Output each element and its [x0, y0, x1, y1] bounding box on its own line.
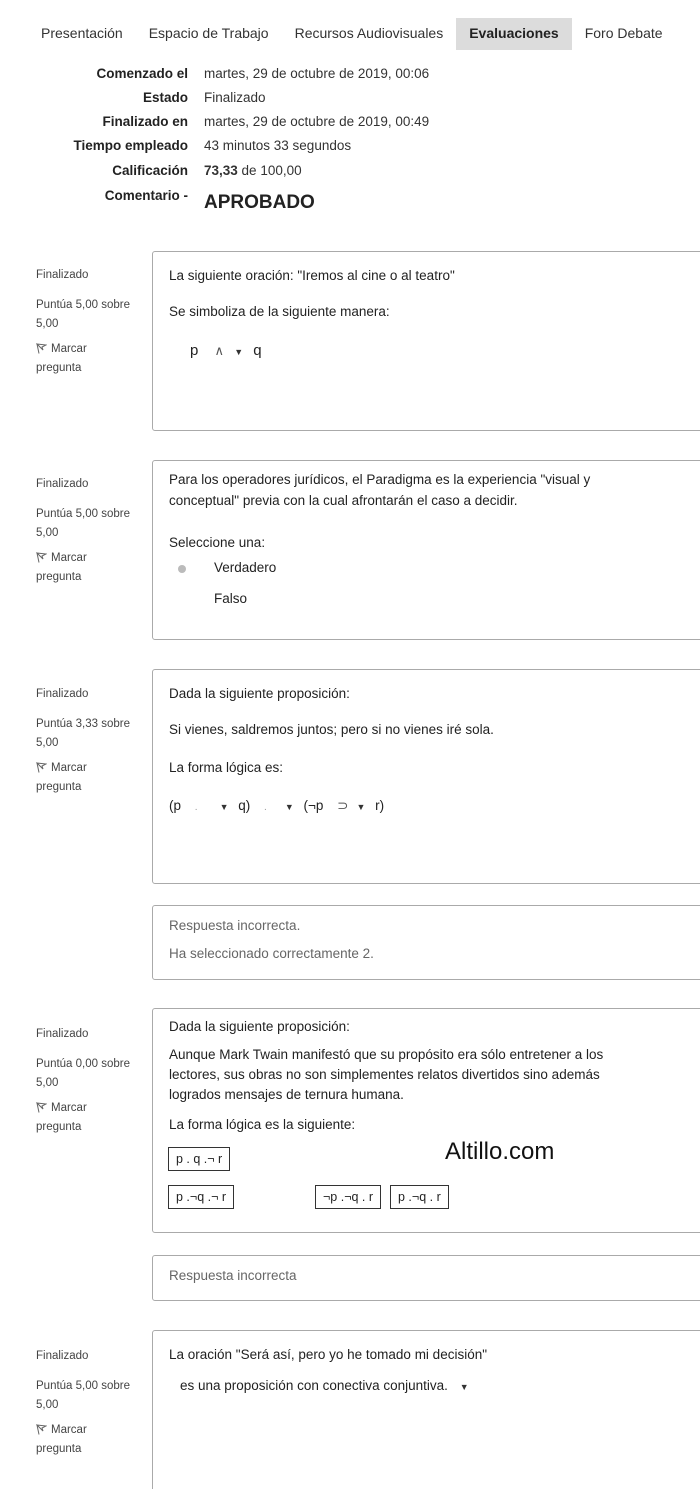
operator-select[interactable]: . ▼ — [264, 802, 294, 813]
question-state: Finalizado — [36, 1350, 89, 1362]
question-state: Finalizado — [36, 1028, 89, 1040]
flag-label-2: pregunta — [36, 1121, 82, 1133]
summary-finished — [0, 114, 700, 134]
started-label: Comenzado el — [96, 66, 188, 81]
formula-part: (p — [169, 798, 182, 813]
option-falso[interactable]: Falso — [214, 591, 248, 606]
question-box-4 — [152, 1008, 700, 1233]
tab-recursos[interactable]: Recursos Audiovisuales — [294, 25, 444, 41]
flag-icon — [36, 1102, 47, 1113]
question-score: Puntúa 5,00 sobre 5,00 — [36, 1380, 130, 1411]
question-box-1 — [152, 251, 700, 431]
tab-espacio-trabajo[interactable]: Espacio de Trabajo — [148, 25, 269, 41]
question-prompt: La forma lógica es la siguiente: — [169, 1117, 356, 1132]
question-subtext: Aunque Mark Twain manifestó que su propósito era sólo entretener a los lectores, sus obras no son simplementes relatos divertidos sino además logrados mensajes de ternura humana. — [169, 1047, 604, 1102]
operator-value: ∧ — [214, 343, 225, 358]
flag-label-2: pregunta — [36, 1443, 82, 1455]
drag-option[interactable]: p .¬q . r — [390, 1185, 449, 1209]
flag-label-1: Marcar — [51, 343, 87, 355]
course-tabs — [28, 18, 676, 50]
question-info-4 — [36, 1025, 146, 1137]
question-score: Puntúa 5,00 sobre 5,00 — [36, 299, 130, 330]
comment-value: APROBADO — [204, 192, 315, 213]
drag-option[interactable]: p .¬q .¬ r — [168, 1185, 234, 1209]
question-text: La oración "Será así, pero yo he tomado mi decisión" — [169, 1347, 488, 1362]
flag-label-1: Marcar — [51, 1424, 87, 1436]
summary-comment — [0, 188, 700, 220]
flag-question-link[interactable] — [36, 1421, 146, 1459]
finished-label: Finalizado en — [102, 114, 188, 129]
operator-select[interactable]: . ▼ — [194, 802, 229, 813]
question-state: Finalizado — [36, 688, 89, 700]
time-value: 43 minutos 33 segundos — [204, 138, 352, 153]
question-text: Para los operadores jurídicos, el Paradigma es la experiencia "visual y conceptual" previa con la cual afrontarán el caso a decidir. — [169, 472, 591, 508]
dropdown-arrow-icon: ▼ — [459, 1382, 469, 1392]
question-box-3 — [152, 669, 700, 884]
watermark-text: Altillo.com — [445, 1138, 555, 1165]
operator-value: ⊃ — [337, 798, 349, 813]
question-score: Puntúa 0,00 sobre 5,00 — [36, 1058, 130, 1089]
flag-label-2: pregunta — [36, 362, 82, 374]
option-verdadero[interactable]: Verdadero — [214, 560, 277, 575]
flag-label-1: Marcar — [51, 552, 87, 564]
formula-q: q — [253, 342, 262, 359]
flag-question-link[interactable] — [36, 549, 146, 587]
flag-label-2: pregunta — [36, 571, 82, 583]
radio-verdadero[interactable] — [178, 565, 186, 573]
formula-part: r) — [375, 798, 385, 813]
operator-select[interactable] — [215, 342, 244, 359]
flag-icon — [36, 343, 47, 354]
flag-icon — [36, 1424, 47, 1435]
grade-label: Calificación — [112, 163, 188, 178]
tab-evaluaciones[interactable]: Evaluaciones — [456, 18, 572, 50]
dropdown-arrow-icon: ▼ — [234, 347, 244, 357]
grade-score: 73,33 — [204, 163, 238, 178]
flag-icon — [36, 552, 47, 563]
finished-value: martes, 29 de octubre de 2019, 00:49 — [204, 114, 430, 129]
state-value: Finalizado — [204, 90, 266, 105]
question-text: Dada la siguiente proposición: — [169, 1019, 350, 1034]
formula-p: p — [190, 342, 199, 359]
question-text: La siguiente oración: "Iremos al cine o al teatro" — [169, 268, 455, 283]
question-subtext: Si vienes, saldremos juntos; pero si no vienes iré sola. — [169, 722, 494, 737]
flag-label-1: Marcar — [51, 1102, 87, 1114]
state-label: Estado — [142, 90, 188, 105]
time-label: Tiempo empleado — [73, 138, 188, 153]
select-one-prompt: Seleccione una: — [169, 535, 266, 550]
formula-part: q) — [238, 798, 251, 813]
question-info-3 — [36, 685, 146, 797]
flag-question-link[interactable] — [36, 1099, 146, 1137]
question-subtext: Se simboliza de la siguiente manera: — [169, 304, 390, 319]
drop-zone-answer[interactable]: p . q .¬ r — [168, 1147, 230, 1171]
question-prompt: La forma lógica es: — [169, 760, 284, 775]
started-value: martes, 29 de octubre de 2019, 00:06 — [204, 66, 430, 81]
flag-question-link[interactable] — [36, 340, 146, 378]
dropdown-arrow-icon: ▼ — [356, 802, 366, 812]
feedback-text: Respuesta incorrecta — [169, 1268, 297, 1283]
dropdown-arrow-icon: ▼ — [219, 802, 229, 812]
question-info-1 — [36, 266, 146, 378]
feedback-text: Respuesta incorrecta. — [169, 918, 301, 933]
question-state: Finalizado — [36, 269, 89, 281]
select-value: es una proposición con conectiva conjuntiva. — [180, 1378, 448, 1393]
feedback-box-3 — [152, 905, 700, 980]
summary-state — [0, 90, 700, 110]
question-box-5 — [152, 1330, 700, 1489]
grade-value — [204, 163, 302, 178]
grade-max: de 100,00 — [237, 163, 302, 178]
summary-started — [0, 66, 700, 86]
question-state: Finalizado — [36, 478, 89, 490]
question-score: Puntúa 5,00 sobre 5,00 — [36, 508, 130, 539]
question-info-2 — [36, 475, 146, 587]
question-box-2 — [152, 460, 700, 640]
summary-time — [0, 138, 700, 158]
flag-label-1: Marcar — [51, 762, 87, 774]
tab-foro[interactable]: Foro Debate — [584, 25, 663, 41]
question-text: Dada la siguiente proposición: — [169, 686, 350, 701]
formula-part: (¬p — [303, 798, 324, 813]
flag-question-link[interactable] — [36, 759, 146, 797]
feedback-box-4 — [152, 1255, 700, 1301]
tab-presentacion[interactable]: Presentación — [41, 25, 123, 41]
operator-select[interactable] — [337, 798, 365, 813]
flag-icon — [36, 762, 47, 773]
question-info-5 — [36, 1347, 146, 1459]
formula-row — [169, 798, 384, 814]
comment-label: Comentario - — [104, 188, 188, 203]
dropdown-arrow-icon: ▼ — [284, 802, 294, 812]
flag-label-2: pregunta — [36, 781, 82, 793]
question-score: Puntúa 3,33 sobre 5,00 — [36, 718, 130, 749]
answer-select[interactable] — [180, 1378, 469, 1393]
drag-option[interactable]: ¬p .¬q . r — [315, 1185, 381, 1209]
summary-grade — [0, 163, 700, 183]
feedback-detail: Ha seleccionado correctamente 2. — [169, 946, 374, 961]
formula-row — [190, 342, 262, 359]
